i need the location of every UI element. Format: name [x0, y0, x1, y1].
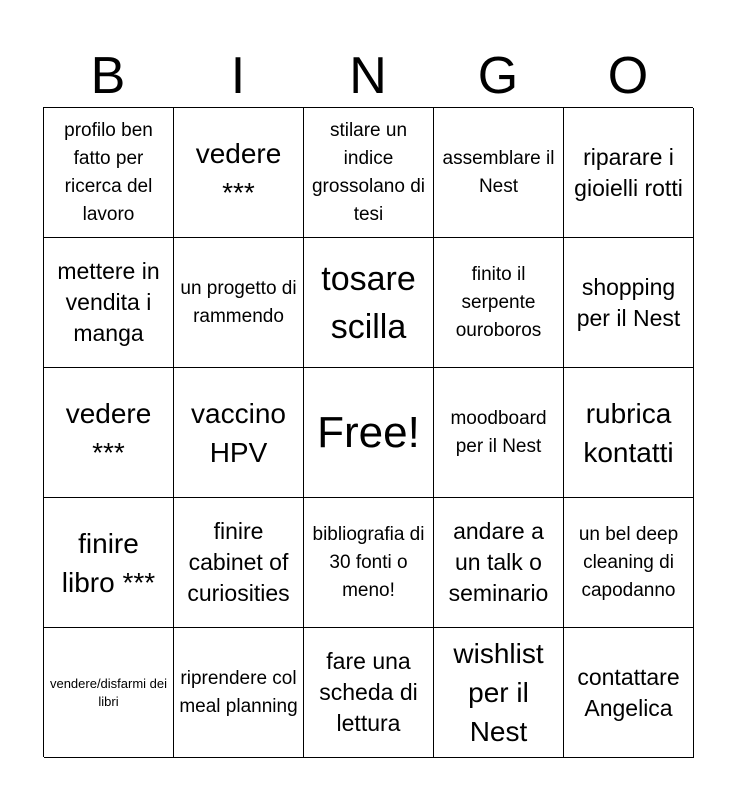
bingo-cell[interactable]: [564, 628, 694, 758]
header-letter-i: I: [230, 47, 246, 105]
bingo-cell[interactable]: [434, 108, 564, 238]
cell-text: fare una scheda di lettura: [319, 648, 418, 736]
cell-text: shopping per il Nest: [576, 273, 681, 331]
cell-text: andare a un talk o seminario: [448, 518, 549, 606]
cell-text: assemblare il Nest: [442, 147, 555, 197]
bingo-cell[interactable]: [174, 108, 304, 238]
bingo-cell[interactable]: [44, 108, 174, 238]
cell-text: wishlist per il Nest: [453, 638, 544, 747]
bingo-cell[interactable]: [44, 368, 174, 498]
bingo-cell[interactable]: [434, 498, 564, 628]
bingo-cell[interactable]: [304, 498, 434, 628]
cell-text: moodboard per il Nest: [450, 407, 547, 457]
header-letter-n: N: [349, 47, 387, 105]
bingo-cell[interactable]: [564, 368, 694, 498]
bingo-cell[interactable]: [304, 108, 434, 238]
bingo-cell[interactable]: [434, 368, 564, 498]
cell-text: finito il serpente ouroboros: [455, 263, 542, 341]
cell-text: un bel deep cleaning di capodanno: [578, 523, 679, 601]
cell-text: profilo ben fatto per ricerca del lavoro: [64, 119, 153, 225]
cell-text: stilare un indice grossolano di tesi: [311, 119, 426, 225]
cell-text: vendere/disfarmi dei libri: [49, 675, 168, 709]
header-letter-o: O: [607, 47, 649, 105]
bingo-cell[interactable]: [304, 238, 434, 368]
bingo-card-grid: [43, 107, 693, 757]
header-letter-b: B: [90, 47, 126, 105]
bingo-cell[interactable]: [564, 108, 694, 238]
bingo-cell[interactable]: [304, 628, 434, 758]
bingo-cell[interactable]: [174, 368, 304, 498]
cell-text: riprendere col meal planning: [179, 667, 298, 717]
cell-text: vedere ***: [65, 397, 152, 468]
cell-text: finire libro ***: [61, 527, 156, 598]
cell-text: vedere ***: [195, 137, 282, 208]
bingo-cell[interactable]: [44, 628, 174, 758]
cell-text: riparare i gioielli rotti: [574, 143, 683, 201]
cell-text: Free!: [317, 407, 420, 457]
bingo-cell[interactable]: [174, 498, 304, 628]
bingo-cell[interactable]: [44, 238, 174, 368]
header-letter-g: G: [477, 47, 519, 105]
bingo-cell[interactable]: [434, 238, 564, 368]
cell-text: un progetto di rammendo: [180, 277, 297, 327]
bingo-cell[interactable]: [174, 628, 304, 758]
bingo-cell[interactable]: [564, 498, 694, 628]
cell-text: tosare scilla: [321, 259, 416, 346]
cell-text: rubrica kontatti: [583, 397, 674, 468]
cell-text: vaccino HPV: [191, 397, 286, 468]
cell-text: bibliografia di 30 fonti o meno!: [312, 523, 425, 601]
bingo-cell-free[interactable]: [304, 368, 434, 498]
cell-text: contattare Angelica: [577, 663, 680, 721]
bingo-cell[interactable]: [434, 628, 564, 758]
bingo-cell[interactable]: [564, 238, 694, 368]
bingo-cell[interactable]: [44, 498, 174, 628]
cell-text: finire cabinet of curiosities: [187, 518, 290, 606]
bingo-header: [43, 46, 693, 106]
bingo-cell[interactable]: [174, 238, 304, 368]
cell-text: mettere in vendita i manga: [57, 258, 160, 346]
